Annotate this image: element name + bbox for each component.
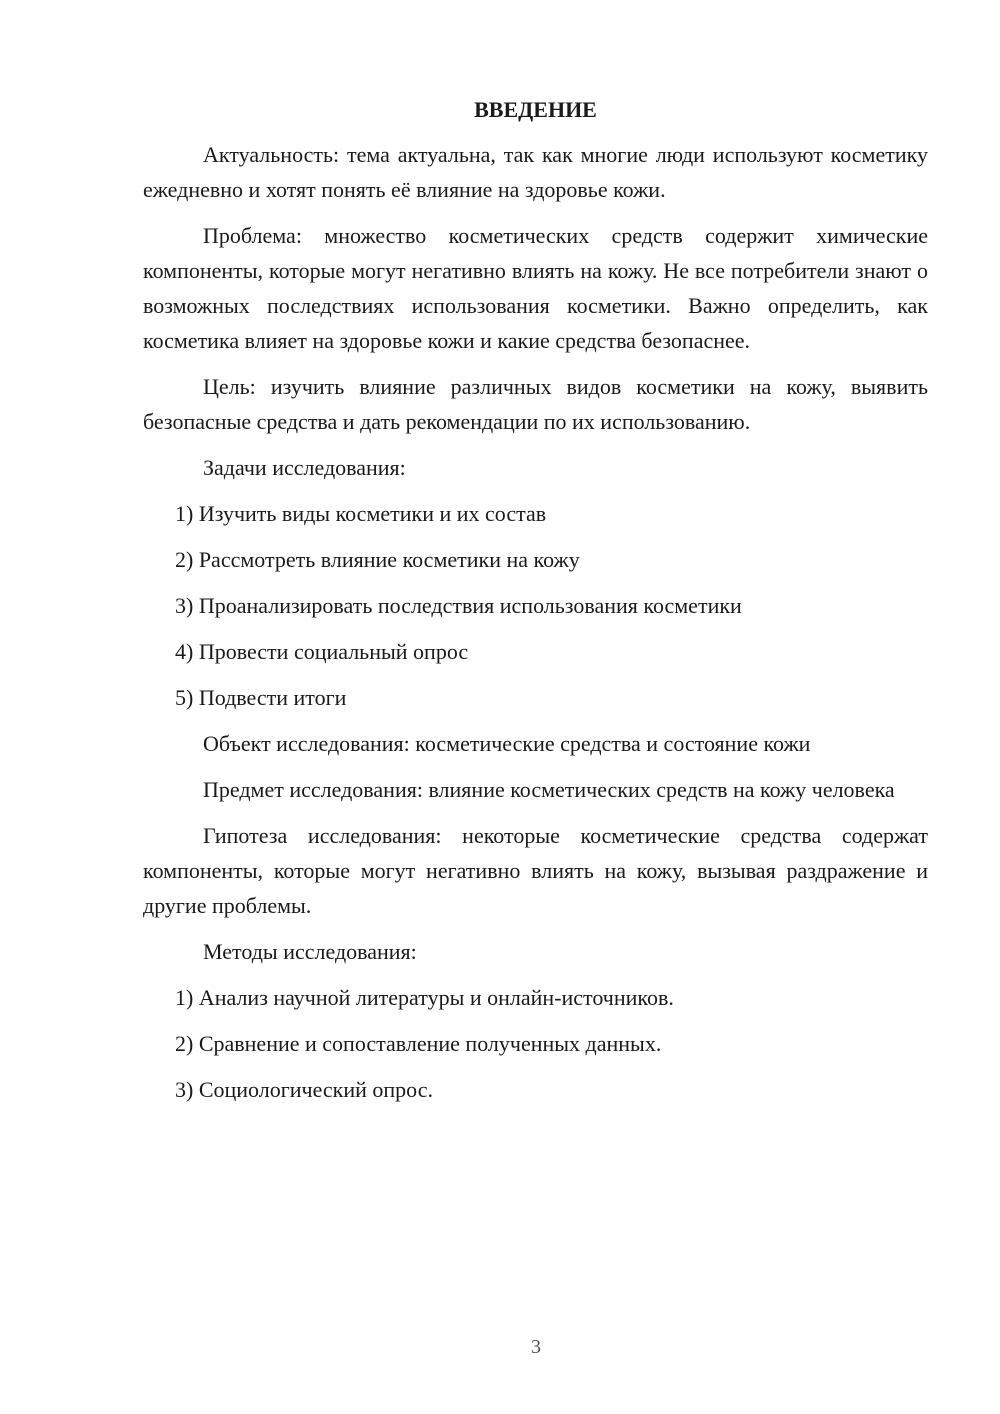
method-item: 3) Социологический опрос. [175, 1077, 433, 1102]
task-item: 2) Рассмотреть влияние косметики на кожу [175, 547, 580, 572]
methods-title: Методы исследования: [203, 939, 417, 964]
hypothesis-paragraph: Гипотеза исследования: некоторые косметические средства содержат компоненты, которые могут негативно влиять на кожу, вызывая раздражение и другие проблемы. [143, 823, 928, 918]
subject-paragraph: Предмет исследования: влияние косметических средств на кожу человека [203, 777, 895, 802]
section-heading: ВВЕДЕНИЕ [474, 97, 597, 122]
method-item: 2) Сравнение и сопоставление полученных данных. [175, 1031, 662, 1056]
method-item: 1) Анализ научной литературы и онлайн-источников. [175, 985, 674, 1010]
tasks-title: Задачи исследования: [203, 455, 406, 480]
goal-paragraph: Цель: изучить влияние различных видов косметики на кожу, выявить безопасные средства и дать рекомендации по их использованию. [143, 374, 928, 434]
relevance-paragraph: Актуальность: тема актуальна, так как многие люди используют косметику ежедневно и хотят понять её влияние на здоровье кожи. [143, 142, 928, 202]
task-item: 1) Изучить виды косметики и их состав [175, 501, 547, 526]
document-page [143, 92, 928, 1118]
object-line: Объект исследования: косметические средства и состояние кожи [203, 731, 811, 756]
problem-paragraph: Проблема: множество косметических средств содержит химические компоненты, которые могут негативно влиять на кожу. Не все потребители знают о возможных последствиях использования косметики. Важно определить, как косметика влияет на здоровье кожи и какие средства безопаснее. [143, 223, 928, 353]
task-item: 3) Проанализировать последствия использования косметики [175, 593, 742, 618]
task-item: 4) Провести социальный опрос [175, 639, 469, 664]
task-item: 5) Подвести итоги [175, 685, 347, 710]
page-number: 3 [531, 1336, 541, 1358]
